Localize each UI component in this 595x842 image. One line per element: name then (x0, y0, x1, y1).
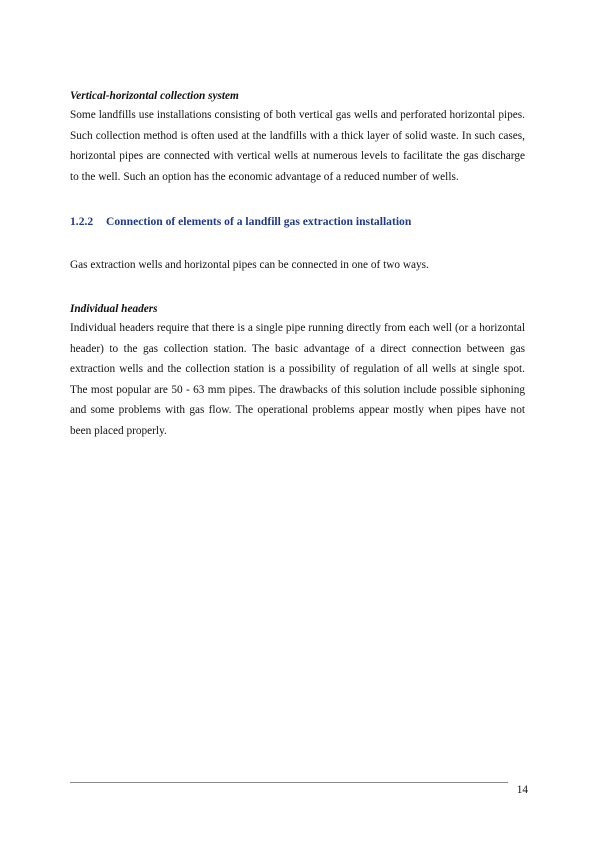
paragraph-individual-headers: Individual headers require that there is a single pipe running directly from each well (or a horizontal header) to the gas collection station. The basic advantage of a direct connection between gas extraction wells and the collection station is a possibility of regulation of all wells at single spot. The most popular are 50 - 63 mm pipes. The drawbacks of this solution include possible siphoning and some problems with gas flow. The operational problems appear mostly when pipes have not been placed properly. (70, 321, 525, 437)
page-number: 14 (516, 784, 528, 796)
spacer (70, 231, 525, 255)
section-heading-1-2-2 (70, 213, 525, 231)
section-number: 1.2.2 (70, 215, 94, 229)
footer-divider (70, 782, 508, 783)
spacer (70, 276, 525, 300)
subheading-vertical-horizontal: Vertical-horizontal collection system (70, 90, 239, 102)
section-title: Connection of elements of a landfill gas extraction installation (106, 215, 412, 229)
paragraph-connection-intro: Gas extraction wells and horizontal pipes can be connected in one of two ways. (70, 259, 429, 272)
page-content (70, 87, 525, 442)
subheading-individual-headers: Individual headers (70, 302, 158, 315)
paragraph-vertical-horizontal: Some landfills use installations consisting of both vertical gas wells and perforated horizontal pipes. Such collection method is often used at the landfills with a thick layer of solid waste. In such cases, horizontal pipes are connected with vertical wells at numerous levels to facilitate the gas discharge to the well. Such an option has the economic advantage of a reduced number of wells. (70, 109, 525, 183)
